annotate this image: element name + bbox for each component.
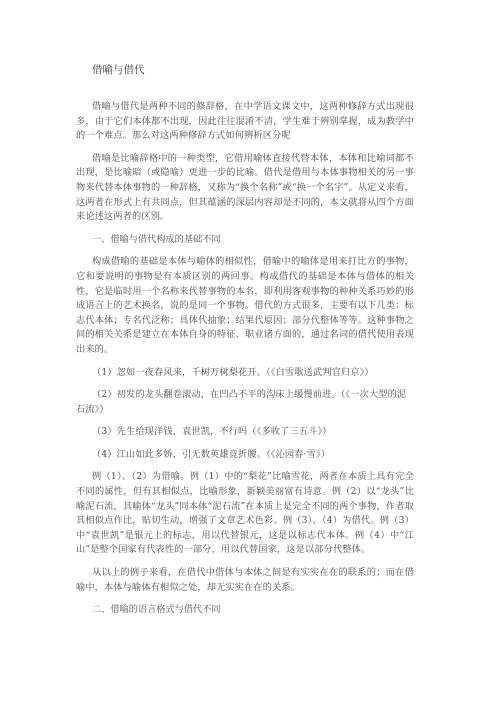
section-2-heading: 二、借喻的语言格式与借代不同 [92,604,221,616]
example-1: （1）忽如一夜春风来，千树万树梨花开。（《白雪歌送武判官归京》） [92,366,374,378]
document-title: 借喻与借代 [92,64,145,76]
summary-paragraph: 从以上的例子来看，在借代中借体与本体之间是有实实在在的联系的；而在借喻中，本体与喻体有相似之处，却无实实在在的关系。 [76,567,414,593]
intro-paragraph-2: 借喻是比喻辞格中的一种类型，它借用喻体直接代替本体，本体和比喻词都不出现，是比喻暗（或隐喻）更进一步的比喻。借代是借用与本体事物相关的另一事物来代替本体事物的一种辞格，又称为“换个名称”或“换一个名字”。从定义来看，这两者在形式上有共同点，但其蕴涵的深层内容却是不同的，本文就将从四个方面来论述这两者的区别。 [76,152,414,223]
example-3: （3）先生给现洋钱，袁世凯，不行吗（《多收了三五斗》） [92,426,332,438]
document-body [76,100,414,626]
example-4: （4）江山如此多娇，引无数英雄竞折腰。（《沁园春·雪》） [92,448,331,460]
example-2: （2）初发的龙头翻卷滚动，在凹凸不平的沟床上缓慢前进。（《一次大型的泥石流》） [76,389,407,415]
analysis-paragraph: 例（1）、（2）为借喻。例（1）中的“梨花”比喻雪花，两者在本质上具有完全不同的属性，但有其相似点，比喻形象，新颖美丽富有诗意。例（2）以“龙头”比喻泥石流，其喻体“龙头”同本体“泥石流”在本质上是完全不同的两个事物，作者取其相似点作比，贴切生动，增强了文章艺术色彩。例（3）、（4）为借代。例（3）中“袁世凯”是银元上的标志，用以代替银元，这是以标志代本体。例（4）中“江山”是整个国家有代表性的一部分，用以代替国家，这是以部分代整体。 [76,471,414,556]
intro-paragraph-1: 借喻与借代是两种不同的修辞格，在中学语文课文中，这两种修辞方式出现很多，由于它们本体都不出现，因此往往混淆不清，学生难于辨别掌握，成为教学中的一个难点。那么对这两种修辞方式如何辨析区分呢 [76,101,414,142]
section-1-heading: 一、借喻与借代构成的基础不同 [92,233,221,245]
section-1-paragraph: 构成借喻的基础是本体与喻体的相似性，借喻中的喻体是用来打比方的事物，它和要说明的事物是有本质区别的两回事。构成借代的基础是本体与借体的相关性，它是临时用一个名称来代替事物的本名，即利用客观事物的种种关系巧妙的形成语言上的艺术换名，说的是同一个事物。借代的方式很多，主要有以下几类：标志代本体；专名代泛称；具体代抽象；结果代原因；部分代整体等等。这种事物之间的相关关系是建立在本体自身的特征、职业诸方面的，通过名词的借代使用表现出来的。 [76,256,414,355]
